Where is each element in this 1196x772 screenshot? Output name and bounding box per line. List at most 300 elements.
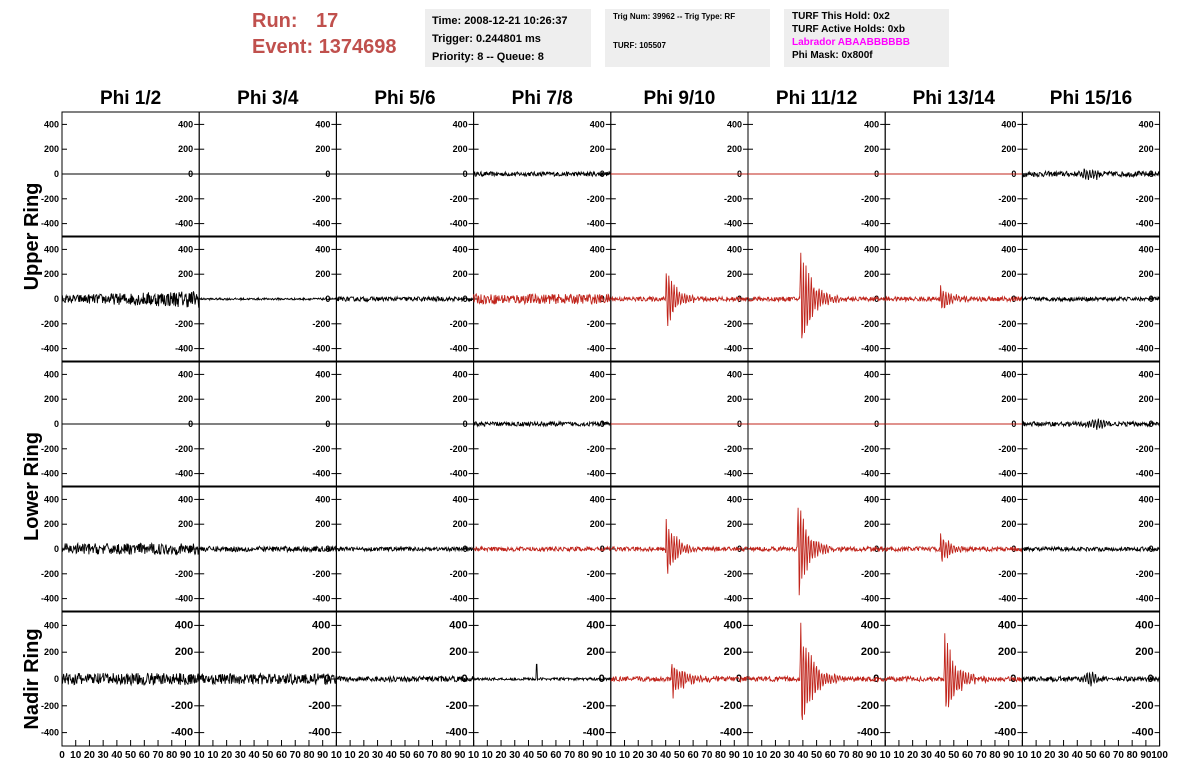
ytick-label-r1c3: 400 [452,119,468,130]
ytick-label-r1c4: -400 [586,218,605,229]
ytick-label-r5c3: 200 [449,646,468,659]
xtick-label-r5c1-9: 90 [179,750,192,761]
ytick-label-r1c8: 200 [1138,144,1154,155]
xtick-label-r5c2-4: 50 [262,750,274,761]
ytick-label-r2c4: 200 [589,269,605,280]
ytick-label-r5c6: -400 [857,726,880,739]
ytick-label-r1c6: -200 [861,193,880,204]
ytick-label-r4c3: -200 [449,568,468,579]
ytick-label-r1c5: -400 [723,218,742,229]
turf-this-hold-text: TURF This Hold: 0x2 [792,11,890,22]
ytick-label-r2c7: -400 [998,343,1017,354]
ytick-label-r5c7: -200 [994,699,1017,712]
waveform-r4c1 [62,543,199,554]
waveform-r5c1 [62,673,199,685]
ytick-label-r2c1: 0 [188,294,194,304]
ytick-label-left-r3c1: -400 [40,468,59,479]
ytick-label-r4c7: -200 [998,568,1017,579]
ytick-label-r1c2: 200 [315,144,331,155]
xtick-label-r5c3-3: 40 [385,750,397,761]
ytick-label-r2c7: -200 [998,318,1017,329]
xtick-label-r5c2-2: 30 [234,750,246,761]
xtick-label-r5c7-8: 90 [1003,750,1015,761]
ytick-label-r4c4: 0 [599,544,605,554]
ytick-label-r5c2: 200 [312,646,331,659]
ytick-label-r1c7: 400 [1001,119,1017,130]
ytick-label-r1c7: 200 [1001,144,1017,155]
ytick-label-r4c4: -200 [586,568,605,579]
xtick-label-r5c1-1: 10 [70,750,82,761]
ytick-label-r4c8: 200 [1138,519,1154,530]
ytick-label-r1c1: 400 [178,119,194,130]
xtick-label-r5c5-0: 10 [618,750,631,761]
xtick-label-r5c4-2: 30 [509,750,521,761]
ytick-label-r1c6: 400 [864,119,880,130]
xtick-label-r5c8-3: 40 [1071,750,1083,761]
xtick-label-r5c6-8: 90 [865,750,878,761]
ytick-label-r4c1: 400 [178,494,194,505]
ytick-label-r5c4: 400 [586,619,605,632]
ytick-label-r4c6: -400 [861,593,880,604]
waveform-r4c8 [1022,547,1159,551]
ytick-label-r3c5: -200 [723,443,742,454]
ytick-label-r3c1: -400 [175,468,194,479]
xtick-label-r5c3-0: 10 [344,750,356,761]
xtick-label-r5c2-3: 40 [248,750,260,761]
ytick-label-r1c8: 400 [1138,119,1154,130]
ytick-label-r1c6: 200 [864,144,880,155]
ytick-label-r1c6: -400 [861,218,880,229]
ytick-label-r5c5: 0 [735,673,742,685]
ytick-label-r4c5: 0 [736,544,742,554]
ytick-label-r2c6: 400 [864,244,880,255]
ring-label-3: Nadir Ring [21,628,43,730]
waveform-r4c2 [199,546,336,551]
ytick-label-r2c2: -200 [312,318,331,329]
ytick-label-r4c7: 400 [1001,494,1017,505]
ytick-label-r1c1: -400 [175,218,194,229]
ytick-label-r2c4: -200 [586,318,605,329]
ytick-label-r2c8: 200 [1138,269,1154,280]
ytick-label-r2c1: 200 [178,269,194,280]
xtick-label-r5c6-1: 20 [769,750,782,761]
xtick-label-r5c3-1: 20 [358,750,370,761]
event-value: 1374698 [318,36,397,58]
ytick-label-r4c2: 400 [315,494,331,505]
ytick-label-r4c3: 400 [452,494,468,505]
ytick-label-r1c3: -200 [449,193,468,204]
ytick-label-left-r3c1: 200 [43,394,59,405]
ytick-label-left-r2c1: 0 [53,294,59,304]
ytick-label-r1c7: 0 [1011,169,1017,179]
ytick-label-r4c2: 200 [315,519,331,530]
ytick-label-r2c3: -400 [449,343,468,354]
ytick-label-r4c8: 400 [1138,494,1154,505]
waveform-r2c4 [474,294,611,304]
ytick-label-r4c6: 0 [874,544,880,554]
waveform-r1c8 [1022,169,1159,180]
ytick-label-r5c8: 400 [1135,619,1154,632]
ytick-label-r4c2: -200 [312,568,331,579]
ytick-label-r1c2: 0 [325,169,331,179]
waveform-r2c2 [199,298,336,300]
xtick-label-r5c5-8: 90 [728,750,740,761]
ytick-label-r5c5: -400 [719,726,742,739]
ytick-label-left-r2c1: -400 [40,343,59,354]
ytick-label-r1c2: -400 [312,218,331,229]
ytick-label-left-r3c1: 0 [53,419,59,429]
xtick-label-r5c7-5: 60 [961,750,974,761]
ytick-label-r2c3: 200 [452,269,468,280]
ytick-label-left-r5c1: -400 [40,727,59,738]
ytick-label-r2c3: -200 [449,318,468,329]
ytick-label-r3c7: -200 [998,443,1017,454]
ytick-label-r2c5: 400 [726,244,742,255]
trig-num-text: Trig Num: 39962 -- Trig Type: RF [613,12,736,21]
ytick-label-left-r1c1: 0 [53,169,59,179]
xtick-label-r5c6-0: 10 [756,750,768,761]
xtick-label-r5c6-3: 40 [797,750,809,761]
xtick-label-r5c8-5: 60 [1099,750,1111,761]
ytick-label-left-r4c1: -200 [40,568,59,579]
xtick-label-r5c3-2: 30 [371,750,384,761]
ytick-label-r1c1: -200 [175,193,194,204]
xtick-label-r5c7-0: 10 [893,750,905,761]
ytick-label-r3c1: -200 [175,443,194,454]
ytick-label-r3c8: -200 [1135,443,1154,454]
ytick-label-r2c2: 400 [315,244,331,255]
ytick-label-r3c2: 400 [315,369,331,380]
ytick-label-r1c5: 400 [726,119,742,130]
xtick-label-r5c5-2: 30 [646,750,658,761]
ytick-label-r4c1: 0 [188,544,194,554]
xtick-label-r5c7-9: 10 [1016,750,1028,761]
xtick-label-r5c6-4: 50 [811,750,823,761]
ytick-label-r2c7: 200 [1001,269,1017,280]
waveform-r4c3 [336,547,473,551]
ytick-label-r2c4: 400 [589,244,605,255]
xtick-label-r5c8-6: 70 [1112,750,1125,761]
ytick-label-r1c7: -200 [998,193,1017,204]
waveform-r2c1 [62,291,199,307]
xtick-label-r5c5-5: 60 [687,750,699,761]
ytick-label-r1c4: -200 [586,193,605,204]
xtick-label-r5c5-3: 40 [660,750,672,761]
ytick-label-r2c7: 0 [1011,294,1017,304]
ytick-label-left-r4c1: 200 [43,519,59,530]
ytick-label-r5c2: 0 [324,673,331,685]
ytick-label-r5c1: -200 [171,699,194,712]
ytick-label-r1c4: 400 [589,119,605,130]
xtick-label-r5c7-1: 20 [907,750,919,761]
ytick-label-r4c7: -400 [998,593,1017,604]
ring-label-1: Upper Ring [21,182,43,291]
ytick-label-r3c2: 0 [325,419,331,429]
ytick-label-r5c6: 400 [860,619,880,632]
column-header-7: Phi 13/14 [912,88,995,109]
ytick-label-left-r3c1: -200 [40,443,59,454]
xtick-label-r5c3-9: 10 [468,750,480,761]
ytick-label-left-r1c1: 400 [43,119,59,130]
ytick-label-r5c8: -200 [1131,699,1154,712]
ytick-label-r1c2: -200 [312,193,331,204]
run-label: Run: [252,10,298,32]
xtick-label-r5c4-7: 80 [577,750,589,761]
column-header-6: Phi 11/12 [775,88,858,109]
waveform-r5c8 [1022,672,1159,687]
ytick-label-r3c4: 400 [589,369,605,380]
ytick-label-r2c5: 0 [736,294,742,304]
ytick-label-r2c2: -400 [312,343,331,354]
xtick-label-r5c1-4: 40 [111,750,123,761]
ytick-label-r5c3: -200 [445,699,468,712]
ring-label-2: Lower Ring [21,432,43,541]
xtick-label-r5c1-8: 80 [166,750,178,761]
xtick-label-r5c6-9: 10 [879,750,891,761]
run-value: 17 [316,10,339,32]
ytick-label-r3c6: -400 [861,468,880,479]
ytick-label-r3c3: 0 [462,419,468,429]
ytick-label-r4c4: -400 [586,593,605,604]
ytick-label-r4c8: -200 [1135,568,1154,579]
ytick-label-r1c3: 200 [452,144,468,155]
ytick-label-r3c1: 0 [188,419,194,429]
ytick-label-r1c4: 200 [589,144,605,155]
ytick-label-r5c3: 0 [461,673,468,685]
ytick-label-r5c7: -400 [994,726,1017,739]
ytick-label-left-r2c1: -200 [40,318,59,329]
xtick-label-r5c5-9: 10 [742,750,754,761]
ytick-label-r2c7: 400 [1001,244,1017,255]
xtick-label-r5c4-0: 10 [481,750,493,761]
ytick-label-r1c2: 400 [315,119,331,130]
xtick-label-r5c7-2: 30 [920,750,932,761]
ytick-label-r4c2: 0 [325,544,331,554]
waveform-r4c4 [474,547,611,551]
ytick-label-r1c5: 0 [736,169,742,179]
ytick-label-r3c5: 400 [726,369,742,380]
ytick-label-r5c7: 200 [998,646,1017,659]
xtick-label-r5c4-4: 50 [536,750,548,761]
ytick-label-r3c6: 400 [864,369,880,380]
xtick-label-r5c6-7: 80 [852,750,864,761]
ytick-label-r2c8: 400 [1138,244,1154,255]
ytick-label-r5c2: -400 [308,726,331,739]
turf-active-holds-text: TURF Active Holds: 0xb [792,24,905,35]
ytick-label-r2c5: -400 [723,343,742,354]
xtick-label-r5c2-1: 20 [221,750,233,761]
ytick-label-r3c8: 200 [1138,394,1154,405]
waveform-r2c8 [1022,297,1159,301]
ytick-label-r4c8: 0 [1148,544,1154,554]
xtick-label-r5c8-0: 10 [1030,750,1042,761]
waveform-r4c7 [885,533,1022,561]
ytick-label-r5c8: 0 [1147,673,1154,685]
xtick-label-r5c7-6: 70 [975,750,987,761]
ytick-label-r1c8: -200 [1135,193,1154,204]
ytick-label-r2c1: -400 [175,343,194,354]
ytick-label-r3c4: -200 [586,443,605,454]
ytick-label-r4c5: -200 [723,568,742,579]
waveform-r5c4 [474,664,611,680]
column-header-8: Phi 15/16 [1049,88,1133,109]
time-text: Time: 2008-12-21 10:26:37 [432,15,568,27]
ytick-label-r2c4: -400 [586,343,605,354]
ytick-label-left-r1c1: -200 [40,193,59,204]
xtick-label-r5c5-4: 50 [673,750,685,761]
ytick-label-left-r1c1: -400 [40,218,59,229]
xtick-label-r5c2-0: 10 [207,750,219,761]
xtick-label-r5c2-6: 70 [289,750,301,761]
ytick-label-r4c7: 200 [1001,519,1017,530]
ytick-label-r4c6: -200 [861,568,880,579]
ytick-label-r5c5: 400 [723,619,742,632]
ytick-label-r5c8: 200 [1135,646,1154,659]
ytick-label-left-r5c1: -200 [40,700,59,711]
ytick-label-r2c4: 0 [599,294,605,304]
ytick-label-r2c3: 0 [462,294,468,304]
ytick-label-r4c1: -400 [175,593,194,604]
ytick-label-r3c4: 0 [599,419,605,429]
phi-mask-text: Phi Mask: 0x800f [792,50,873,61]
ytick-label-left-r1c1: 200 [43,144,59,155]
xtick-label-r5c5-7: 80 [714,750,727,761]
waveform-r3c4 [474,422,611,426]
ytick-label-r3c1: 200 [178,394,194,405]
ytick-label-left-r4c1: -400 [40,593,59,604]
ytick-label-r3c2: -400 [312,468,331,479]
ytick-label-r5c5: 200 [723,646,742,659]
xtick-label-r5c8-2: 30 [1057,750,1070,761]
xtick-label-r5c1-0: 0 [59,750,65,761]
ytick-label-r4c5: -400 [723,593,742,604]
ytick-label-r3c1: 400 [178,369,194,380]
ytick-label-r4c3: -400 [449,593,468,604]
ytick-label-r3c4: -400 [586,468,605,479]
ytick-label-r1c7: -400 [998,218,1017,229]
ytick-label-r2c5: 200 [726,269,742,280]
xtick-label-r5c6-5: 60 [824,750,836,761]
ytick-label-r3c3: -200 [449,443,468,454]
ytick-label-r2c5: -200 [723,318,742,329]
xtick-label-r5c6-2: 30 [783,750,795,761]
column-header-2: Phi 3/4 [237,88,299,109]
ytick-label-r1c6: 0 [874,169,880,179]
xtick-label-r5c1-6: 60 [138,750,150,761]
ytick-label-r4c2: -400 [312,593,331,604]
ytick-label-r5c1: 200 [174,646,194,659]
xtick-label-r5c4-8: 90 [591,750,603,761]
ytick-label-r3c5: 0 [736,419,742,429]
ytick-label-r2c8: -400 [1135,343,1154,354]
ytick-label-r3c2: -200 [312,443,331,454]
column-header-3: Phi 5/6 [374,88,436,109]
ytick-label-r1c8: 0 [1148,169,1154,179]
ytick-label-r3c6: -200 [861,443,880,454]
ytick-label-r4c3: 200 [452,519,468,530]
xtick-label-r5c3-4: 50 [399,750,411,761]
ytick-label-left-r2c1: 200 [43,269,59,280]
ytick-label-r2c1: 400 [178,244,194,255]
ytick-label-r5c1: 0 [187,673,194,685]
xtick-label-r5c2-8: 90 [317,750,329,761]
ytick-label-r2c6: 0 [874,294,880,304]
ytick-label-r5c6: 200 [860,646,880,659]
ytick-label-r4c1: 200 [178,519,194,530]
ytick-label-r4c5: 200 [726,519,742,530]
ytick-label-r4c1: -200 [175,568,194,579]
xtick-label-r5c7-4: 50 [948,750,960,761]
xtick-label-r5c8-9: 100 [1151,750,1168,761]
waveform-r5c2 [199,674,336,685]
ytick-label-r4c7: 0 [1011,544,1017,554]
ytick-label-r1c3: 0 [462,169,468,179]
ytick-label-r2c8: -200 [1135,318,1154,329]
xtick-label-r5c4-9: 10 [605,750,617,761]
ytick-label-r2c2: 200 [315,269,331,280]
xtick-label-r5c8-1: 20 [1044,750,1056,761]
trigger-text: Trigger: 0.244801 ms [432,33,541,45]
ytick-label-left-r4c1: 400 [43,494,59,505]
waveform-r2c3 [336,297,473,301]
ytick-label-left-r5c1: 200 [43,647,59,658]
priority-text: Priority: 8 -- Queue: 8 [432,51,544,63]
labrador-text: Labrador ABAABBBBBB [792,37,910,48]
ytick-label-r2c6: -200 [861,318,880,329]
ytick-label-left-r4c1: 0 [53,544,59,554]
ytick-label-r5c4: -400 [582,726,605,739]
ytick-label-r1c4: 0 [599,169,605,179]
xtick-label-r5c4-3: 40 [522,750,535,761]
xtick-label-r5c5-1: 20 [632,750,644,761]
ytick-label-r3c6: 200 [864,394,880,405]
xtick-label-r5c8-8: 90 [1140,750,1152,761]
ytick-label-r1c3: -400 [449,218,468,229]
waveform-r3c8 [1022,419,1159,430]
ytick-label-r3c7: 400 [1001,369,1017,380]
ytick-label-r3c3: 400 [452,369,468,380]
column-header-5: Phi 9/10 [643,88,716,109]
ytick-label-r5c7: 0 [1010,673,1017,685]
ytick-label-left-r3c1: 400 [43,369,59,380]
waveform-r2c7 [885,285,1022,307]
ytick-label-r4c6: 200 [864,519,880,530]
ytick-label-r3c2: 200 [315,394,331,405]
ytick-label-r2c2: 0 [325,294,331,304]
xtick-label-r5c4-1: 20 [495,750,507,761]
ytick-label-r3c5: 200 [726,394,742,405]
ytick-label-r1c5: 200 [726,144,742,155]
ytick-label-r3c8: 400 [1138,369,1154,380]
ytick-label-r2c6: -400 [861,343,880,354]
xtick-label-r5c7-3: 40 [934,750,946,761]
xtick-label-r5c8-4: 50 [1085,750,1097,761]
ytick-label-r4c3: 0 [462,544,468,554]
ytick-label-r3c4: 200 [589,394,605,405]
ytick-label-r4c5: 400 [726,494,742,505]
xtick-label-r5c5-6: 70 [701,750,713,761]
ytick-label-r2c6: 200 [864,269,880,280]
xtick-label-r5c1-2: 20 [83,750,96,761]
waveform-r1c4 [474,172,611,176]
ytick-label-r5c2: -200 [308,699,331,712]
xtick-label-r5c3-5: 60 [413,750,425,761]
ytick-label-r3c5: -400 [723,468,742,479]
xtick-label-r5c2-5: 60 [275,750,288,761]
ytick-label-r3c7: 0 [1011,419,1017,429]
xtick-label-r5c1-5: 50 [125,750,137,761]
xtick-label-r5c1-3: 30 [97,750,109,761]
